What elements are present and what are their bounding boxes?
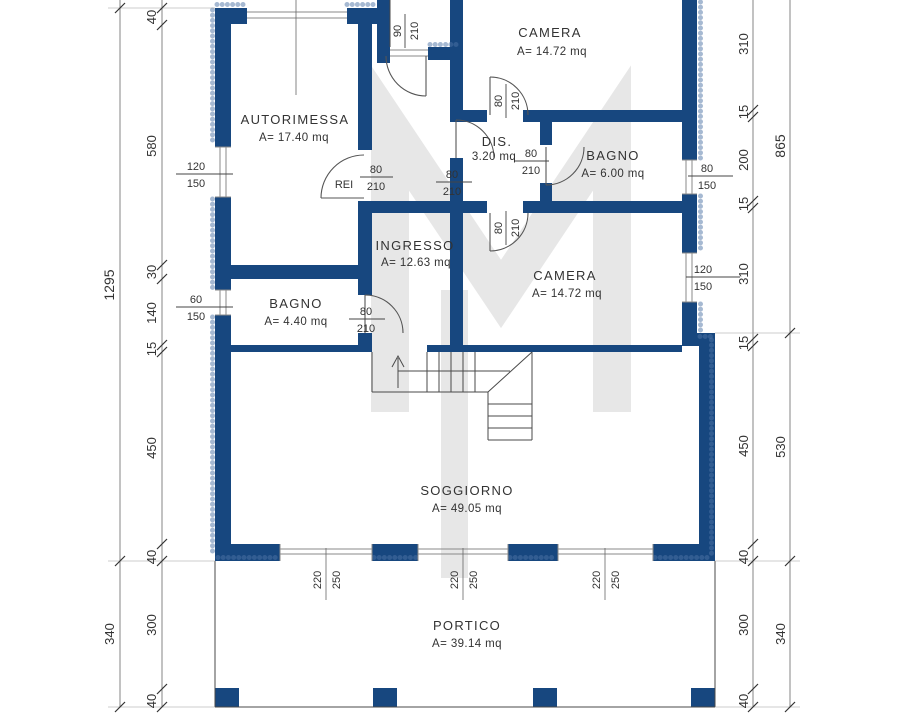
dim-label: 15 bbox=[736, 335, 751, 351]
dim-label: 580 bbox=[144, 135, 159, 157]
dim-label: 40 bbox=[736, 549, 751, 565]
room-area: A= 6.00 mq bbox=[581, 168, 645, 180]
entry-threshold bbox=[390, 50, 428, 56]
room-label-bagno-ovest bbox=[264, 296, 327, 328]
dim-window-soggiorno-1 bbox=[312, 571, 343, 589]
wall-center-north bbox=[450, 0, 463, 122]
room-name: PORTICO bbox=[432, 618, 502, 633]
window-garage bbox=[215, 147, 231, 197]
dim-label: 210 bbox=[510, 91, 522, 111]
room-name: BAGNO bbox=[586, 148, 640, 163]
portico-pillar bbox=[215, 688, 239, 707]
label-door-entry bbox=[392, 14, 421, 48]
dim-label: 1295 bbox=[101, 269, 117, 301]
dim-label: 80 bbox=[700, 163, 714, 175]
dim-label: 120 bbox=[693, 264, 713, 276]
label-window-bagno-est bbox=[688, 163, 733, 192]
dim-label: 210 bbox=[366, 181, 386, 193]
dim-label: 220 bbox=[591, 570, 603, 590]
wall-soggiorno-north bbox=[427, 345, 682, 352]
wall-right-upper bbox=[682, 194, 697, 253]
dim-label: 120 bbox=[186, 161, 206, 173]
room-name: CAMERA bbox=[533, 268, 597, 283]
dim-label: 300 bbox=[144, 614, 159, 636]
dim-label: 200 bbox=[736, 149, 751, 171]
room-name: INGRESSO bbox=[375, 238, 455, 253]
room-label-portico bbox=[432, 618, 502, 650]
wall-h-dis-south bbox=[523, 201, 697, 213]
window-bagno-est bbox=[682, 160, 697, 194]
wall-h-dis-south bbox=[358, 201, 487, 213]
dim-label: 140 bbox=[144, 302, 159, 324]
dim-label: 40 bbox=[144, 549, 159, 565]
room-name: DIS. bbox=[481, 134, 513, 149]
wall-right-upper bbox=[682, 0, 697, 160]
wall-top bbox=[215, 8, 247, 24]
room-area: A= 14.72 mq bbox=[532, 288, 602, 300]
dim-label: 210 bbox=[521, 165, 541, 177]
room-name: AUTORIMESSA bbox=[240, 112, 350, 127]
door-entry bbox=[386, 56, 426, 96]
room-area: A= 39.14 mq bbox=[432, 638, 502, 650]
dim-label: 250 bbox=[468, 570, 480, 590]
dim-label: 250 bbox=[331, 570, 343, 590]
dim-label: 40 bbox=[144, 693, 159, 709]
dim-label: 150 bbox=[186, 178, 206, 190]
dim-label: 340 bbox=[773, 623, 788, 645]
wall-dis-bagno bbox=[540, 122, 552, 145]
room-label-camera-sud bbox=[532, 268, 602, 300]
dim-label: 40 bbox=[736, 693, 751, 709]
dim-label: 60 bbox=[189, 294, 203, 306]
dim-label: 80 bbox=[445, 169, 459, 181]
dim-label: 865 bbox=[772, 134, 788, 158]
window-soggiorno-3 bbox=[558, 544, 653, 561]
dim-label: REI bbox=[334, 179, 354, 191]
dim-label: 210 bbox=[356, 323, 376, 335]
portico-pillar bbox=[373, 688, 397, 707]
dim-label: 310 bbox=[736, 33, 751, 55]
room-name: CAMERA bbox=[518, 25, 582, 40]
dim-label: 300 bbox=[736, 614, 751, 636]
wall-niche-left bbox=[377, 0, 390, 63]
room-area: A= 17.40 mq bbox=[259, 132, 329, 144]
dim-label: 220 bbox=[449, 570, 461, 590]
dim-label: 40 bbox=[144, 9, 159, 25]
wall-right-upper bbox=[682, 302, 697, 333]
label-window-camera-sud bbox=[686, 264, 740, 293]
dim-column-right-outer bbox=[772, 134, 788, 645]
dim-label: 80 bbox=[524, 148, 538, 160]
label-window-garage bbox=[176, 161, 233, 190]
room-area: A= 14.72 mq bbox=[517, 46, 587, 58]
label-door-bagno-est bbox=[514, 148, 549, 177]
wall-h-camera-nord bbox=[523, 110, 697, 122]
dim-label: 340 bbox=[102, 623, 117, 645]
dim-label: 30 bbox=[144, 264, 159, 280]
wall-ingresso-camera bbox=[450, 213, 463, 345]
dim-column-right-inner bbox=[736, 33, 751, 708]
dim-label: 90 bbox=[392, 24, 404, 38]
dim-label: 150 bbox=[186, 311, 206, 323]
dim-label: 210 bbox=[409, 21, 421, 41]
wall-garage-south bbox=[215, 265, 372, 279]
dim-label: 80 bbox=[359, 306, 373, 318]
dim-label: 450 bbox=[144, 437, 159, 459]
dim-column-left-inner bbox=[144, 10, 159, 708]
portico-pillar bbox=[533, 688, 557, 707]
dim-label: 450 bbox=[736, 435, 751, 457]
garage-door-opening bbox=[247, 12, 347, 18]
dim-label: 15 bbox=[736, 196, 751, 212]
room-label-camera-nord bbox=[517, 25, 587, 58]
dim-label: 15 bbox=[144, 341, 159, 357]
dim-label: 210 bbox=[510, 218, 522, 238]
window-camera-sud bbox=[682, 253, 697, 302]
dim-label: 210 bbox=[442, 186, 462, 198]
window-bagno-ovest bbox=[215, 290, 231, 315]
dim-label: 530 bbox=[773, 436, 788, 458]
room-area: A= 12.63 mq bbox=[381, 257, 451, 269]
dim-label: 310 bbox=[736, 263, 751, 285]
dim-label: 250 bbox=[610, 570, 622, 590]
dim-label: 15 bbox=[736, 104, 751, 120]
wall-bagno-ovest-right bbox=[358, 213, 372, 295]
dim-label: 80 bbox=[493, 221, 505, 235]
room-name: SOGGIORNO bbox=[420, 483, 514, 498]
dim-label: 220 bbox=[312, 570, 324, 590]
dim-column-left-outer bbox=[101, 269, 117, 645]
room-name: BAGNO bbox=[269, 296, 323, 311]
dim-label: 80 bbox=[369, 164, 383, 176]
dim-label: 150 bbox=[693, 281, 713, 293]
wall-garage-ingresso bbox=[358, 24, 372, 150]
dim-label: 150 bbox=[697, 180, 717, 192]
wall-left bbox=[215, 8, 231, 147]
dim-window-soggiorno-3 bbox=[591, 571, 622, 589]
room-area: A= 4.40 mq bbox=[264, 316, 328, 328]
door-garage-rei bbox=[321, 155, 364, 198]
room-area: A= 49.05 mq bbox=[432, 503, 502, 515]
wall-top bbox=[347, 8, 377, 24]
wall-dis-bagno bbox=[540, 183, 552, 201]
room-area: 3.20 mq bbox=[471, 151, 517, 163]
portico-pillar bbox=[691, 688, 715, 707]
room-label-autorimessa bbox=[241, 112, 350, 144]
wall-soggiorno-north bbox=[215, 345, 372, 352]
dim-label: 80 bbox=[493, 94, 505, 108]
room-label-disimpegno bbox=[472, 134, 516, 163]
